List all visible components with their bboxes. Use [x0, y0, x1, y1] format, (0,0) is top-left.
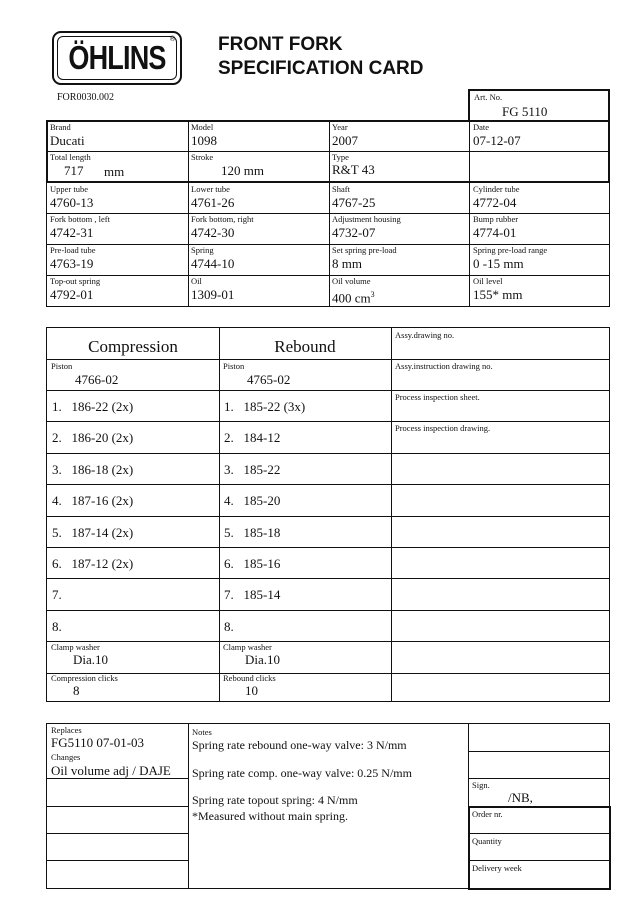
cylinder-tube-label: Cylinder tube	[473, 184, 520, 194]
rebound-shim: 2. 184-12	[224, 430, 281, 445]
compression-shim: 3. 186-18 (2x)	[52, 462, 134, 477]
ohlins-logo	[52, 31, 182, 85]
bump-rubber-value: 4774-01	[473, 225, 517, 240]
rebound-shim: 5. 185-18	[224, 525, 281, 540]
compression-shim: 8.	[52, 619, 62, 634]
rebound-shim: 3. 185-22	[224, 462, 281, 477]
brand-value: Ducati	[50, 133, 85, 148]
note-1: Spring rate rebound one-way valve: 3 N/mm	[192, 738, 407, 752]
stroke-label: Stroke	[191, 152, 214, 162]
stroke-value: 120 mm	[221, 163, 264, 178]
spring-label: Spring	[191, 245, 214, 255]
set-spring-preload-value: 8 mm	[332, 256, 362, 271]
preload-tube-label: Pre-load tube	[50, 245, 96, 255]
spring-preload-range-value: 0 -15 mm	[473, 256, 524, 271]
assy-instruction-label: Assy.instruction drawing no.	[395, 361, 493, 371]
oil-volume-label: Oil volume	[332, 276, 371, 286]
note-4: *Measured without main spring.	[192, 809, 348, 823]
changes-label: Changes	[51, 752, 81, 762]
adjustment-housing-label: Adjustment housing	[332, 214, 401, 224]
compression-shim: 2. 186-20 (2x)	[52, 430, 134, 445]
cylinder-tube-value: 4772-04	[473, 195, 517, 210]
shaft-label: Shaft	[332, 184, 350, 194]
preload-tube-value: 4763-19	[50, 256, 94, 271]
sign-label: Sign.	[472, 780, 490, 790]
rebound-shim: 7. 185-14	[224, 587, 281, 602]
fork-bottom-left-label: Fork bottom , left	[50, 214, 110, 224]
spec-table	[46, 120, 610, 307]
replaces-label: Replaces	[51, 725, 82, 735]
process-drawing-label: Process inspection drawing.	[395, 423, 491, 433]
registered-mark: ®	[169, 36, 175, 43]
total-length-value: 717	[64, 163, 84, 178]
process-sheet-label: Process inspection sheet.	[395, 392, 480, 402]
model-value: 1098	[191, 133, 217, 148]
rebound-shim: 8.	[224, 619, 234, 634]
rebound-piston-value: 4765-02	[247, 372, 291, 387]
rebound-clicks-value: 10	[245, 683, 258, 698]
rebound-clamp-washer-label: Clamp washer	[223, 642, 272, 652]
fork-bottom-right-label: Fork bottom, right	[191, 214, 254, 224]
brand-label: Brand	[50, 122, 71, 132]
compression-clamp-washer-label: Clamp washer	[51, 642, 100, 652]
rebound-piston-label: Piston	[223, 361, 245, 371]
spring-value: 4744-10	[191, 256, 235, 271]
title-line-2: SPECIFICATION CARD	[218, 58, 424, 79]
year-label: Year	[332, 122, 348, 132]
lower-tube-label: Lower tube	[191, 184, 230, 194]
art-no-label: Art. No.	[474, 92, 503, 102]
changes-value: Oil volume adj / DAJE	[51, 763, 171, 778]
replaces-value: FG5110 07-01-03	[51, 735, 145, 750]
upper-tube-label: Upper tube	[50, 184, 89, 194]
compression-shim: 5. 187-14 (2x)	[52, 525, 134, 540]
valving-table	[46, 327, 610, 702]
bump-rubber-label: Bump rubber	[473, 214, 519, 224]
art-no-box	[468, 89, 610, 120]
order-label: Order nr.	[472, 809, 503, 819]
fork-bottom-right-value: 4742-30	[191, 225, 235, 240]
topout-spring-label: Top-out spring	[50, 276, 101, 286]
rebound-clamp-washer-value: Dia.10	[245, 652, 281, 667]
note-2: Spring rate comp. one-way valve: 0.25 N/mm	[192, 766, 412, 780]
compression-piston-label: Piston	[51, 361, 73, 371]
total-length-unit: mm	[104, 164, 125, 179]
compression-piston-value: 4766-02	[75, 372, 119, 387]
fork-bottom-left-value: 4742-31	[50, 225, 94, 240]
shaft-value: 4767-25	[332, 195, 376, 210]
adjustment-housing-value: 4732-07	[332, 225, 376, 240]
rebound-shim: 6. 185-16	[224, 556, 281, 571]
oil-label: Oil	[191, 276, 202, 286]
notes-label: Notes	[192, 727, 212, 737]
topout-spring-value: 4792-01	[50, 287, 94, 302]
rebound-clicks-label: Rebound clicks	[223, 673, 276, 683]
oil-value: 1309-01	[191, 287, 235, 302]
sign-value: /NB,	[508, 790, 533, 805]
type-value: R&T 43	[332, 162, 375, 177]
compression-clicks-label: Compression clicks	[51, 673, 118, 683]
delivery-label: Delivery week	[472, 863, 522, 873]
assy-drawing-label: Assy.drawing no.	[395, 330, 455, 340]
compression-header: Compression	[88, 337, 178, 356]
rebound-header: Rebound	[274, 337, 336, 356]
rebound-shim: 4. 185-20	[224, 493, 281, 508]
total-length-label: Total length	[50, 152, 91, 162]
note-3: Spring rate topout spring: 4 N/mm	[192, 793, 358, 807]
form-code: FOR0030.002	[57, 92, 114, 103]
upper-tube-value: 4760-13	[50, 195, 94, 210]
set-spring-preload-label: Set spring pre-load	[332, 245, 397, 255]
compression-clicks-value: 8	[73, 683, 80, 698]
quantity-label: Quantity	[472, 836, 502, 846]
date-label: Date	[473, 122, 490, 132]
compression-shim: 6. 187-12 (2x)	[52, 556, 134, 571]
date-value: 07-12-07	[473, 133, 521, 148]
compression-shim: 7.	[52, 587, 62, 602]
art-no-value: FG 5110	[502, 104, 548, 119]
spring-preload-range-label: Spring pre-load range	[473, 245, 548, 255]
compression-shim: 4. 187-16 (2x)	[52, 493, 134, 508]
type-label: Type	[332, 152, 349, 162]
oil-level-label: Oil level	[473, 276, 503, 286]
oil-volume-value: 400 $cm^3$	[332, 290, 375, 306]
compression-clamp-washer-value: Dia.10	[73, 652, 109, 667]
compression-shim: 1. 186-22 (2x)	[52, 399, 134, 414]
footer-table	[46, 723, 610, 889]
lower-tube-value: 4761-26	[191, 195, 235, 210]
title-line-1: FRONT FORK	[218, 34, 343, 55]
year-value: 2007	[332, 133, 358, 148]
oil-level-value: 155* mm	[473, 287, 523, 302]
model-label: Model	[191, 122, 214, 132]
logo-text: ÖHLINS	[68, 39, 166, 76]
rebound-shim: 1. 185-22 (3x)	[224, 399, 306, 414]
